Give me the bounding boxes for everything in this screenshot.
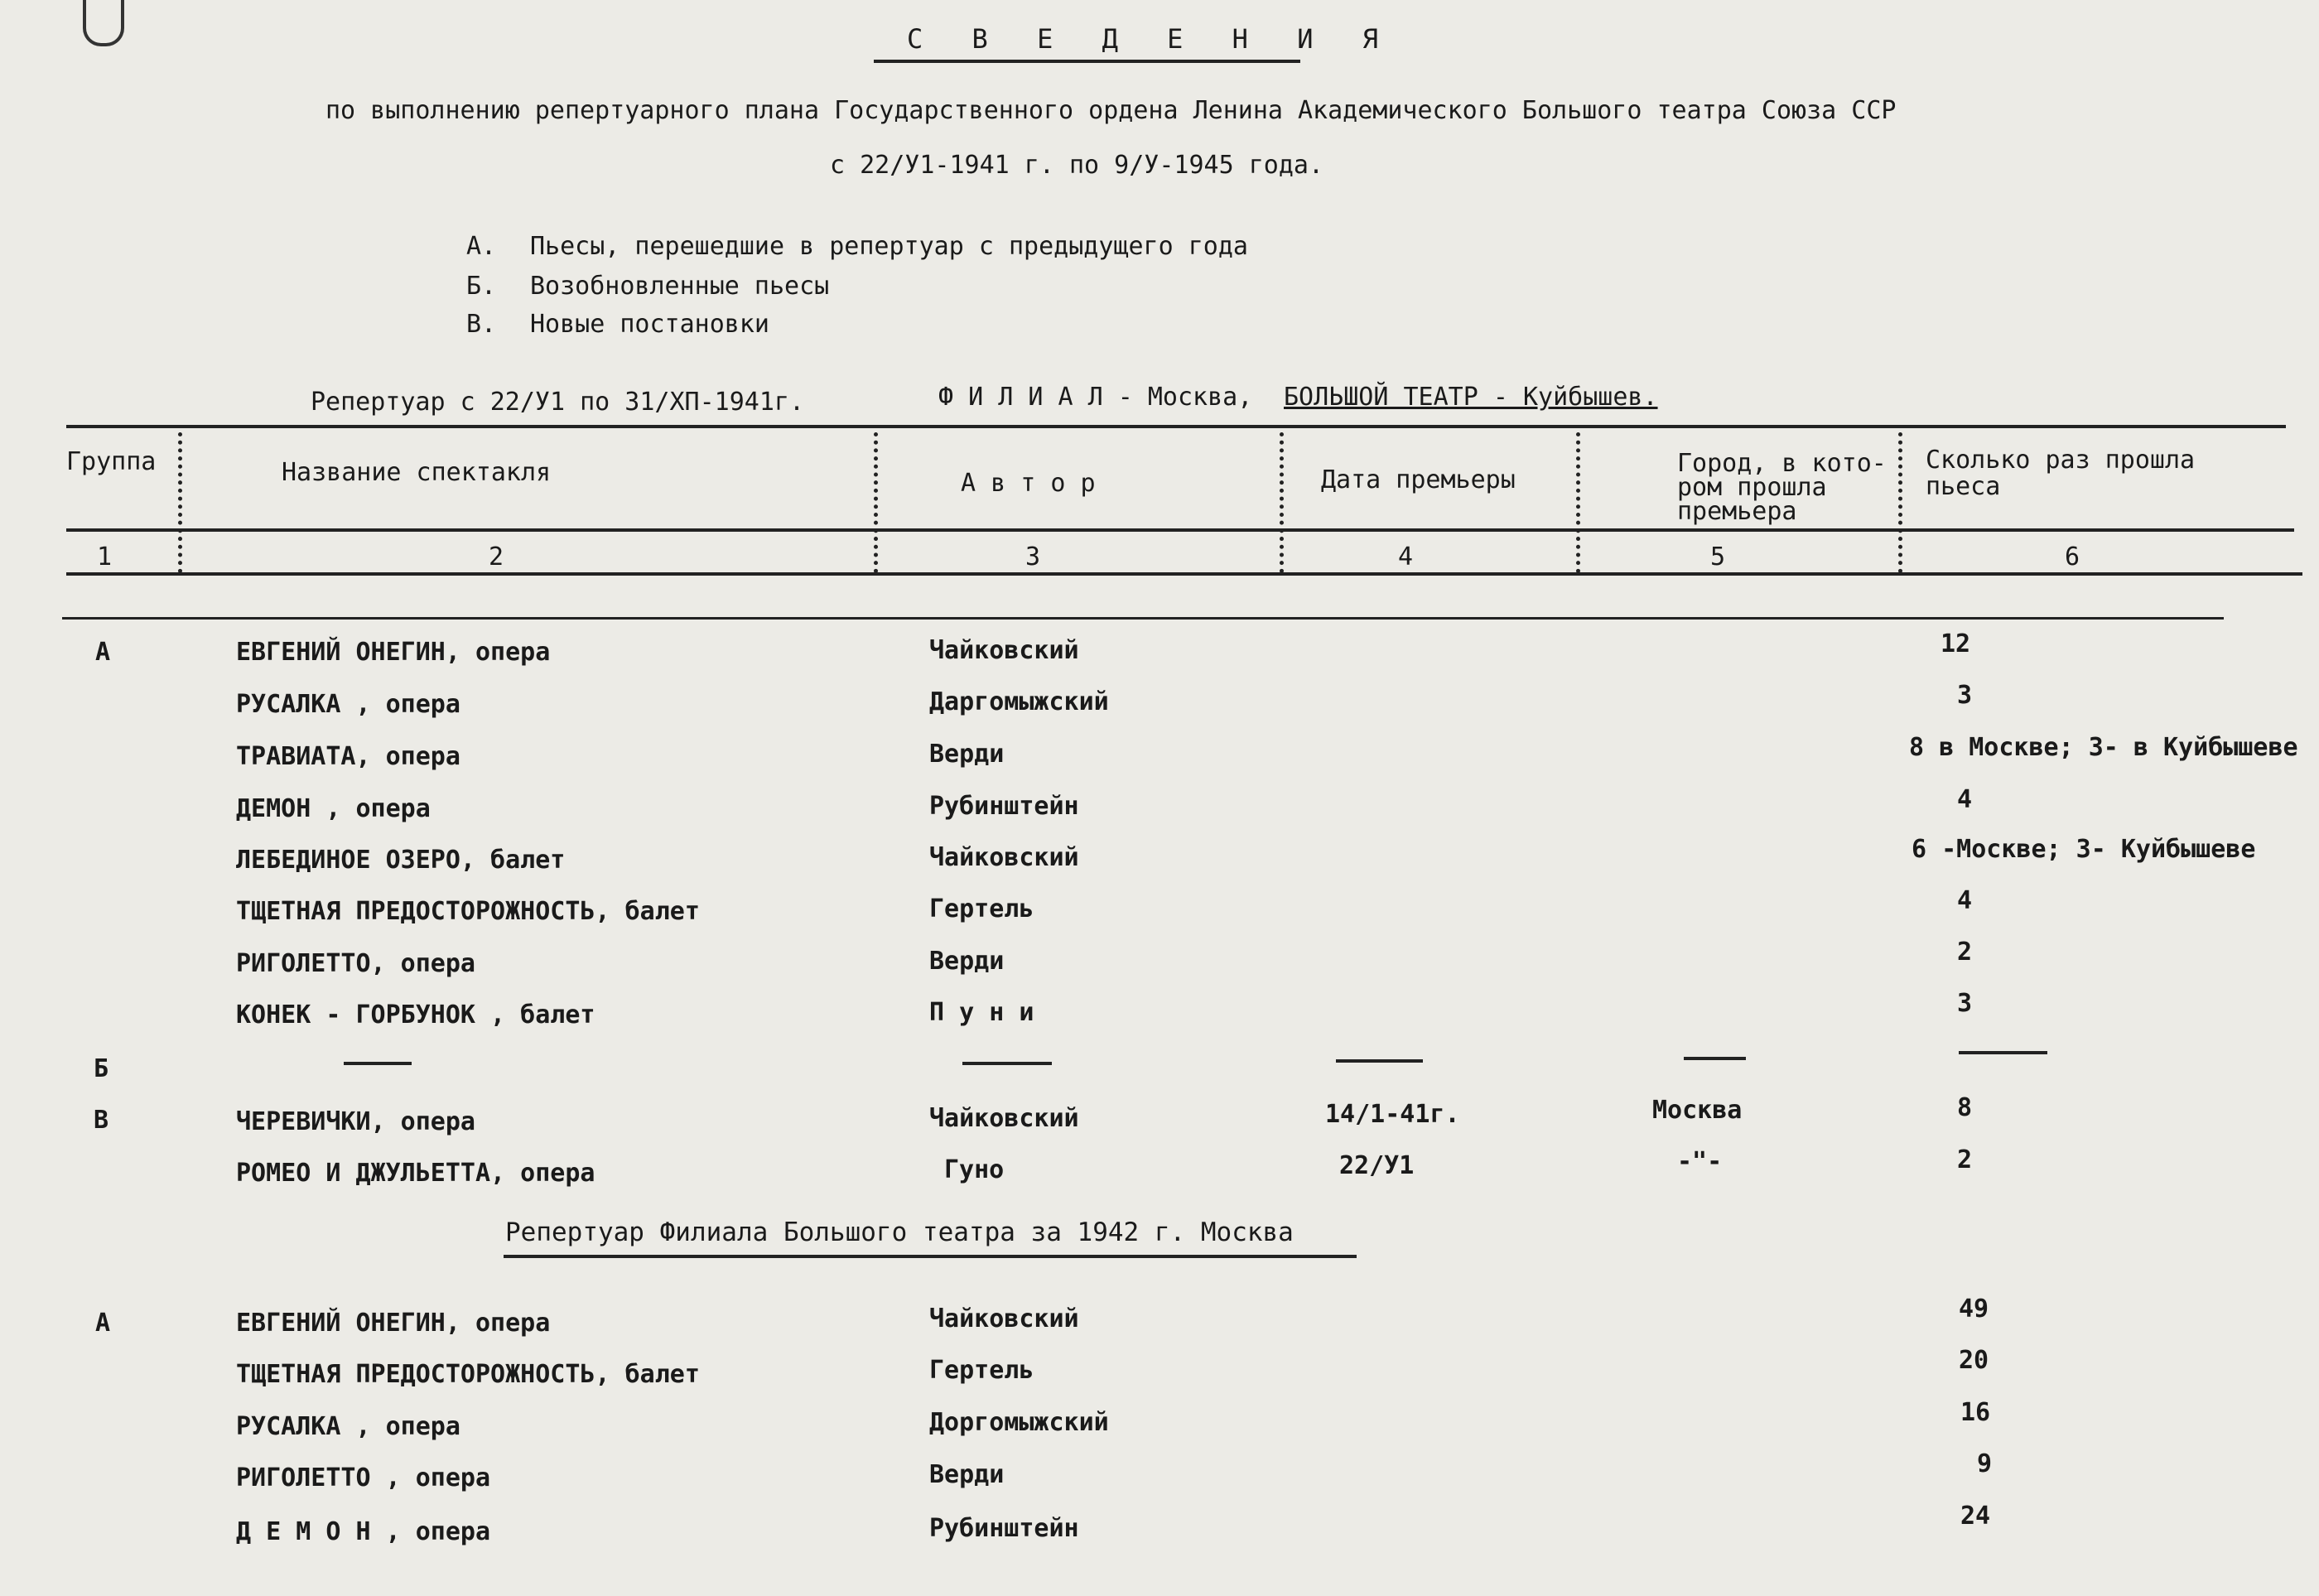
row-title: РИГОЛЕТТО , опера (236, 1463, 491, 1492)
row-city: -"- (1677, 1147, 1723, 1176)
section1-branch: Ф И Л И А Л - Москва, (938, 383, 1253, 412)
row-author: Чайковский (929, 636, 1079, 665)
column-header-name: Название спектакля (282, 458, 552, 487)
row-title: КОНЕК - ГОРБУНОК , балет (236, 1001, 595, 1029)
row-author: Даргомыжский (929, 687, 1109, 716)
row-author: Гуно (944, 1155, 1005, 1184)
row-group: А (95, 638, 111, 667)
row-title: ТРАВИАТА, опера (236, 742, 460, 771)
row-title: Д Е М О Н , опера (236, 1517, 491, 1546)
row-author: Рубинштейн (929, 1514, 1079, 1543)
table-top-rule (66, 425, 2286, 428)
legend-text: Пьесы, перешедшие в репертуар с предыдущего года (530, 232, 1248, 261)
column-number: 5 (1710, 542, 1726, 571)
column-number: 4 (1398, 542, 1414, 571)
subtitle-line-1: по выполнению репертуарного плана Государственного ордена Ленина Академического Большого театра Союза ССР (325, 96, 1897, 125)
column-number: 2 (489, 542, 504, 571)
column-header-premiere-city: Город, в кото- ром прошла премьера (1677, 449, 1887, 526)
row-title: ЕВГЕНИЙ ОНЕГИН, опера (236, 1309, 551, 1338)
row-count: 4 (1957, 886, 1973, 915)
empty-dash (1959, 1051, 2047, 1054)
row-count: 9 (1977, 1449, 1993, 1478)
section1-main: БОЛЬШОЙ ТЕАТР - Куйбышев. (1284, 383, 1658, 412)
row-date: 14/1-41г. (1325, 1100, 1460, 1129)
row-count: 2 (1957, 938, 1973, 967)
row-count: 4 (1957, 785, 1973, 814)
column-number: 6 (2065, 542, 2080, 571)
empty-dash (344, 1062, 412, 1065)
row-author: Верди (929, 740, 1005, 769)
empty-dash (962, 1062, 1052, 1065)
row-date: 22/У1 (1339, 1151, 1415, 1180)
column-divider (178, 432, 182, 573)
section2-underline (504, 1255, 1357, 1258)
row-author: Верди (929, 1460, 1005, 1489)
row-count: 3 (1957, 989, 1973, 1018)
row-count: 3 (1957, 681, 1973, 710)
row-title: РИГОЛЕТТО, опера (236, 949, 475, 978)
row-title: РОМЕО И ДЖУЛЬЕТТА, опера (236, 1159, 595, 1188)
row-title: ТЩЕТНАЯ ПРЕДОСТОРОЖНОСТЬ, балет (236, 1360, 700, 1389)
row-city: Москва (1652, 1096, 1743, 1125)
subtitle-line-2: с 22/У1-1941 г. по 9/У-1945 года. (830, 151, 1324, 180)
row-author: Чайковский (929, 1104, 1079, 1133)
row-title: ТЩЕТНАЯ ПРЕДОСТОРОЖНОСТЬ, балет (236, 897, 700, 926)
column-divider (874, 432, 878, 573)
row-author: Рубинштейн (929, 792, 1079, 821)
legend-letter: В. (466, 310, 497, 339)
row-group: Б (94, 1054, 109, 1083)
row-count: 24 (1960, 1502, 1991, 1531)
row-group: В (94, 1106, 109, 1135)
section2-title: Репертуар Филиала Большого театра за 1942 г. Москва (505, 1217, 1294, 1247)
row-author: Верди (929, 947, 1005, 976)
table-body-rule (62, 617, 2224, 620)
row-title: ЛЕБЕДИНОЕ ОЗЕРО, балет (236, 846, 566, 875)
column-number: 1 (97, 542, 113, 571)
row-author: П у н и (929, 998, 1034, 1027)
empty-dash (1336, 1059, 1423, 1063)
row-title: РУСАЛКА , опера (236, 1412, 460, 1441)
title-underline (874, 60, 1300, 63)
row-count: 49 (1959, 1295, 1989, 1324)
row-author: Доргомыжский (929, 1408, 1109, 1437)
row-count: 6 -Москве; 3- Куйбышеве (1912, 835, 2256, 864)
row-count: 20 (1959, 1346, 1989, 1375)
column-header-count: Сколько раз прошла пьеса (1926, 446, 2196, 501)
row-count: 16 (1960, 1398, 1991, 1427)
row-title: ЕВГЕНИЙ ОНЕГИН, опера (236, 638, 551, 667)
table-numbers-rule (66, 572, 2302, 576)
column-divider (1898, 432, 1902, 573)
row-title: РУСАЛКА , опера (236, 690, 460, 719)
row-author: Чайковский (929, 1304, 1079, 1333)
column-divider (1576, 432, 1580, 573)
column-header-author: А в т о р (961, 469, 1096, 498)
row-group: А (95, 1309, 111, 1338)
row-count: 2 (1957, 1145, 1973, 1174)
row-count: 8 (1957, 1093, 1973, 1122)
legend-letter: А. (466, 232, 497, 261)
table-header-rule (66, 528, 2294, 532)
empty-dash (1684, 1057, 1746, 1060)
legend-text: Возобновленные пьесы (530, 272, 830, 301)
row-author: Гертель (929, 894, 1034, 923)
document-title: С В Е Д Е Н И Я (907, 23, 1395, 55)
legend-text: Новые постановки (530, 310, 769, 339)
row-author: Чайковский (929, 843, 1079, 872)
row-count: 8 в Москве; 3- в Куйбышеве (1909, 733, 2298, 762)
row-author: Гертель (929, 1356, 1034, 1385)
section1-period: Репертуар с 22/У1 по 31/ХП-1941г. (311, 388, 805, 417)
paperclip-mark (83, 0, 124, 46)
column-header-premiere-date: Дата премьеры (1321, 465, 1516, 494)
legend-letter: Б. (466, 272, 497, 301)
column-header-group: Группа (66, 447, 157, 476)
row-title: ЧЕРЕВИЧКИ, опера (236, 1107, 475, 1136)
column-number: 3 (1025, 542, 1041, 571)
row-count: 12 (1941, 629, 1971, 658)
column-divider (1280, 432, 1284, 573)
row-title: ДЕМОН , опера (236, 794, 431, 823)
